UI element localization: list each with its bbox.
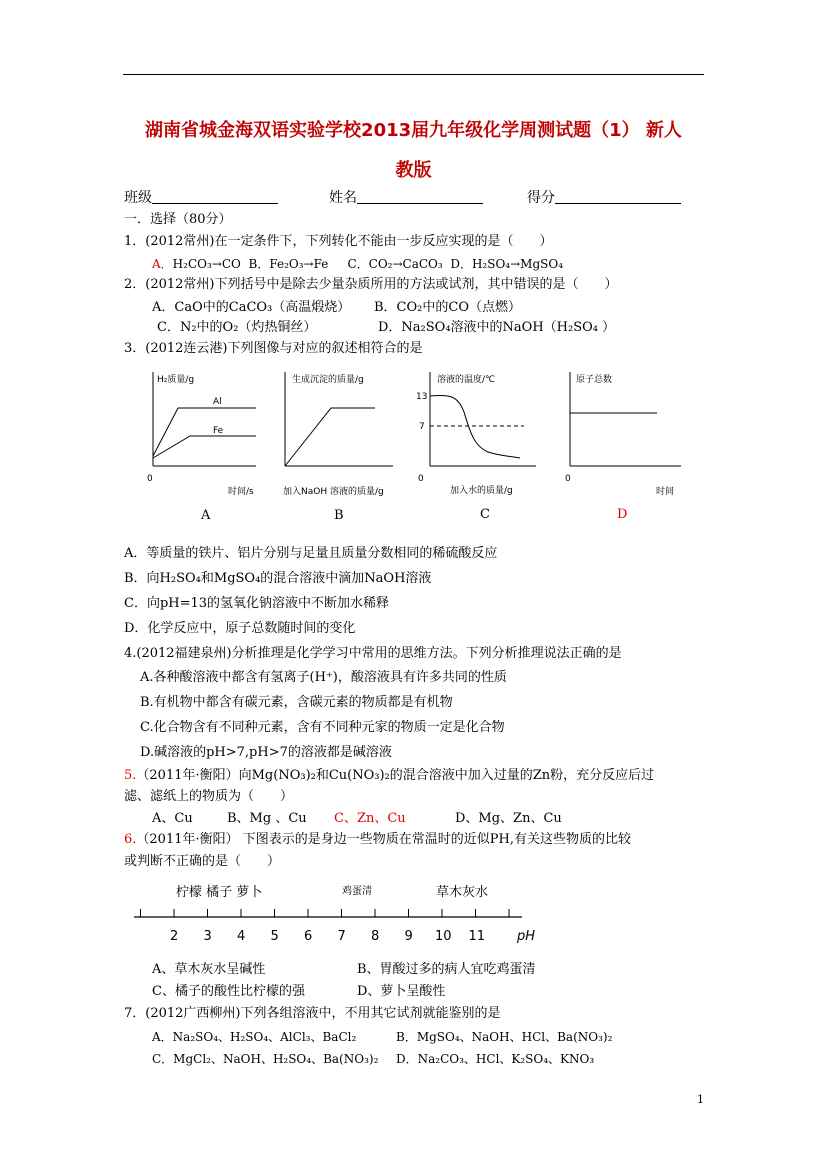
graph-a-ylabel: H₂质量/g [157,375,195,385]
graph-c-tick-7: 7 [419,422,425,432]
q7-stem: 7．(2012广西柳州)下列各组溶液中，不用其它试剂就能鉴别的是 [124,1006,501,1021]
q4-option-b: B.有机物中都含有碳元素，含碳元素的物质都是有机物 [140,695,453,710]
graph-letter-c: C [480,507,490,522]
graph-a [140,366,275,501]
graph-c-xlabel: 加入水的质量/g [450,486,513,496]
q4-option-a: A.各种酸溶液中都含有氢离子(H⁺)，酸溶液具有许多共同的性质 [140,670,507,685]
ph-label-ash: 草木灰水 [436,885,489,900]
ph-tick-label: 5 [270,929,279,944]
header-rule [123,74,704,75]
q6-stem-cont: 或判断不正确的是（ ） [124,854,281,869]
graph-a-origin: 0 [147,474,153,484]
q2-stem: 2．(2012常州)下列括号中是除去少量杂质所用的方法或试剂，其中错误的是（ ） [124,277,618,292]
ph-unit: pH [517,929,536,944]
graph-b [275,366,410,501]
graph-c [410,366,545,501]
doc-title-cont: 教版 [395,160,432,181]
ph-tick-label: 2 [170,929,179,944]
graph-letter-a: A [201,508,211,523]
q6-option-b: B、胃酸过多的病人宜吃鸡蛋清 [357,962,536,977]
graph-d-origin: 0 [565,474,571,484]
graph-d [555,366,690,501]
ph-ticks [141,909,510,944]
q6-option-c: C、橘子的酸性比柠檬的强 [152,984,305,999]
q3-option-a: A．等质量的铁片、铝片分别与足量且质量分数相同的稀硫酸反应 [124,546,498,561]
page-number: 1 [697,1093,704,1106]
graph-letter-b: B [334,508,344,523]
q7-option-a: A．Na₂SO₄、H₂SO₄、AlCl₃、BaCl₂ [152,1030,357,1044]
graph-a-al-label: Al [213,397,222,407]
q6-stem: 6.（2011年·衡阳） 下图表示的是身边一些物质在常温时的近似PH,有关这些物质的比较 [124,832,631,847]
q6-option-a: A、草木灰水呈碱性 [152,962,266,977]
q7-option-c: C．MgCl₂、NaOH、H₂SO₄、Ba(NO₃)₂ [152,1052,379,1066]
q5-option-b: B、Mg 、Cu [227,811,307,826]
q1-options: A．H₂CO₃→CO B．Fe₂O₃→Fe C．CO₂→CaCO₃ D．H₂SO₄→MgSO₄ [152,257,564,271]
q7-option-d: D．Na₂CO₃、HCl、K₂SO₄、KNO₃ [396,1052,595,1066]
graph-d-xlabel: 时间 [656,487,675,497]
graph-b-line [285,408,375,466]
q1-stem: 1．(2012常州)在一定条件下，下列转化不能由一步反应实现的是（ ） [124,234,553,249]
graph-a-fe-line [153,436,256,458]
graph-c-tick-13: 13 [416,392,428,402]
graph-a-fe-label: Fe [213,426,224,436]
ph-scale [130,876,550,946]
ph-label-citrus: 柠檬 橘子 萝卜 [176,885,263,900]
graph-letter-d: D [617,507,628,522]
ph-tick-label: 9 [404,929,413,944]
q2-option-c: C．N₂中的O₂（灼热铜丝） [157,320,317,335]
score-field: 得分 [527,190,681,206]
ph-label-egg: 鸡蛋清 [342,886,372,897]
graph-c-origin: 0 [418,474,424,484]
q5-stem-cont: 滤、滤纸上的物质为（ ） [124,789,294,804]
q4-stem: 4.(2012福建泉州)分析推理是化学学习中常用的思维方法。下列分析推理说法正确的是 [124,646,622,661]
section-heading: 一．选择（80分） [124,212,232,227]
q5-option-c: C、Zn、Cu [334,811,406,826]
graph-c-curve [430,395,520,458]
q3-stem: 3．(2012连云港)下列图像与对应的叙述相符合的是 [124,341,423,356]
ph-tick-label: 4 [237,929,246,944]
q4-option-c: C.化合物含有不同种元素，含有不同种元家的物质一定是化合物 [140,720,505,735]
class-field: 班级 [124,190,278,206]
graph-d-ylabel: 原子总数 [576,375,613,385]
ph-tick-label: 7 [337,929,346,944]
ph-tick-label: 6 [304,929,313,944]
graph-a-xlabel: 时间/s [228,487,254,497]
ph-tick-label: 11 [468,929,486,944]
graph-b-ylabel: 生成沉淀的质量/g [292,375,364,385]
q7-option-b: B．MgSO₄、NaOH、HCl、Ba(NO₃)₂ [396,1030,613,1044]
graph-c-ylabel: 溶液的温度/℃ [437,375,496,385]
name-field: 姓名 [329,190,483,206]
graph-b-xlabel: 加入NaOH 溶液的质量/g [283,487,384,497]
ph-tick-label: 10 [435,929,452,944]
q5-option-d: D、Mg、Zn、Cu [455,811,562,826]
q3-option-c: C．向pH=13的氢氧化钠溶液中不断加水稀释 [124,596,390,611]
doc-title: 湖南省城金海双语实验学校2013届九年级化学周测试题（1） 新人 [145,120,682,141]
q3-option-d: D．化学反应中，原子总数随时间的变化 [124,621,356,636]
q2-option-a: A．CaO中的CaCO₃（高温煅烧） [152,300,351,315]
q2-option-b: B．CO₂中的CO（点燃） [374,300,521,315]
q5-option-a: A、Cu [152,811,193,826]
q5-stem: 5.（2011年·衡阳）向Mg(NO₃)₂和Cu(NO₃)₂的混合溶液中加入过量的Zn粉，充分反应后过 [124,768,655,783]
ph-tick-label: 8 [371,929,380,944]
q4-option-d: D.碱溶液的pH>7,pH>7的溶液都是碱溶液 [140,745,392,760]
q3-option-b: B．向H₂SO₄和MgSO₄的混合溶液中滴加NaOH溶液 [124,571,432,586]
q6-option-d: D、萝卜呈酸性 [357,984,446,999]
ph-tick-label: 3 [203,929,212,944]
q2-option-d: D．Na₂SO₄溶液中的NaOH（H₂SO₄ ） [378,320,616,335]
